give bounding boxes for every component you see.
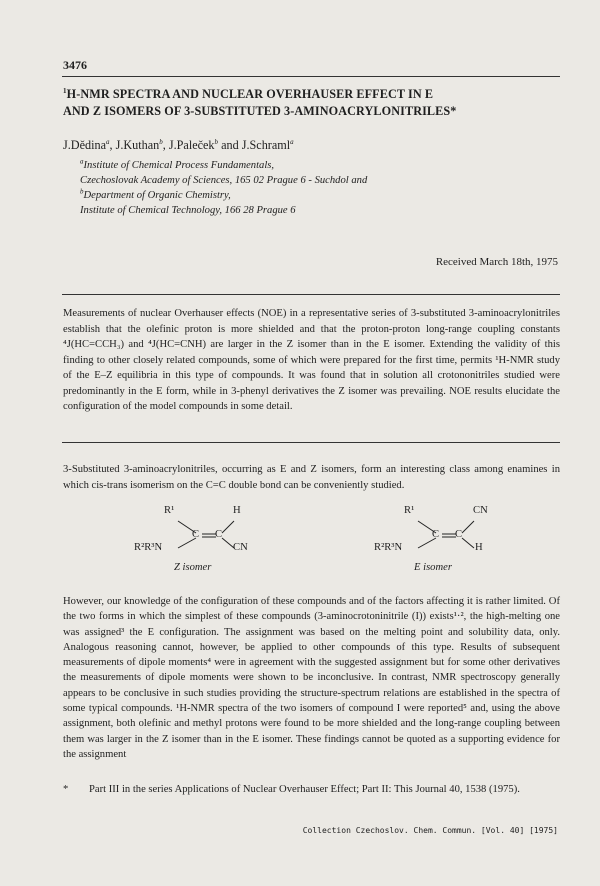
- z-isomer-caption: Z isomer: [174, 562, 212, 573]
- title-superscript: 1: [63, 86, 67, 95]
- footnote: [63, 782, 560, 797]
- z-c1-label: C: [192, 529, 200, 540]
- author-1: J.Dědina: [63, 138, 106, 152]
- page-number: 3476: [63, 58, 87, 72]
- article-title: [63, 86, 563, 120]
- z-isomer-structure: [130, 502, 280, 582]
- header-rule: [62, 76, 560, 77]
- e-cn-label: CN: [473, 505, 488, 516]
- e-amine-label: R²R³N: [374, 542, 403, 553]
- affiliation-line-2: Czechoslovak Academy of Sciences, 165 02 Prague 6 - Suchdol and: [80, 175, 368, 186]
- author-4: J.Schraml: [241, 138, 291, 152]
- abstract-bottom-rule: [62, 442, 560, 443]
- affiliation-line-1: Institute of Chemical Process Fundamentals,: [83, 160, 275, 171]
- author-3: J.Paleček: [168, 138, 215, 152]
- abstract: Measurements of nuclear Overhauser effects (NOE) in a representative series of 3-substituted 3-aminoacrylonitriles establish that the olefinic proton is more shielded and that the proton-proton long-range coupling constants ⁴J(HC=CCH₃) and ⁴J(HC=CNH) are larger in the Z isomer than in the E isomer. Extending the validity of this finding to other closely related compounds, some of which were prepared for the first time, permits ¹H-NMR study of the E–Z equilibria in this type of compounds. It was found that in solution all crotononitriles studied were predominantly in the E form, while in 3-phenyl derivatives the Z isomer was prevailing. NOE results elucidate the configuration of the model compounds in some detail.: [63, 308, 560, 412]
- e-c1-label: C: [432, 529, 440, 540]
- footnote-mark: *: [63, 784, 69, 795]
- z-c2-label: C: [215, 529, 223, 540]
- z-cn-label: CN: [233, 542, 248, 553]
- z-r1-label: R¹: [164, 505, 175, 516]
- e-h-label: H: [475, 542, 483, 553]
- title-line-1: H-NMR SPECTRA AND NUCLEAR OVERHAUSER EFFECT IN E: [66, 87, 434, 101]
- title-line-2: AND Z ISOMERS OF 3-SUBSTITUTED 3-AMINOACRYLONITRILES*: [63, 104, 457, 118]
- author-list: J.Dědina$^a$, J.Kuthan$^b$, J.Paleček$^b$ and J.Schraml$^a$: [63, 137, 294, 152]
- e-c2-label: C: [455, 529, 463, 540]
- journal-footer: Collection Czechoslov. Chem. Commun. [Vol. 40] [1975]: [302, 826, 558, 835]
- intro-paragraph: 3-Substituted 3-aminoacrylonitriles, occurring as E and Z isomers, form an interesting class among enamines in which cis-trans isomerism on the C=C double bond can be conveniently studied.: [63, 464, 560, 491]
- body-paragraph: However, our knowledge of the configuration of these compounds and of the factors affecting it is rather limited. Of the two forms in which the simplest of these compounds (3-aminocrotoninitrile (I)) exists¹·², the high-melting one was assigned³ the E configuration. The assignment was based on the melting point and solubility data, only. Analogous reasoning cannot, however, be applied to other compounds of this type. Results of subsequent measurements of dipole moments⁴ were in agreement with the suggested assignment but for some other derivatives the measurements of dipole moments were shown to be inconclusive. In contrast, NMR spectroscopy generally appears to be conclusive in such studies providing the structure-spectrum relations are established in the spectra of some typical compounds. ¹H-NMR spectra of the two isomers of compound I were reported⁵ and, using the above assignment, both olefinic and methyl protons were found to be more shielded and the long-range coupling between them was larger in the Z isomer than in the E isomer. These findings cannot be quoted as a supporting evidence for the assignment: [63, 596, 560, 760]
- received-date: Received March 18th, 1975: [435, 256, 558, 268]
- affiliations: $^a$Institute of Chemical Process Fundamentals, Czechoslovak Academy of Sciences, 165 02 Prague 6 - Suchdol and $^b$Department of Organic Chemistry, Institute of Chemical Technology, 166 28 Prague 6: [80, 157, 368, 216]
- author-2: J.Kuthan: [115, 138, 160, 152]
- footnote-text: Part III in the series Applications of Nuclear Overhauser Effect; Part II: This Journal 40, 1538 (1975).: [89, 784, 520, 795]
- z-amine-label: R²R³N: [134, 542, 163, 553]
- affiliation-line-3: Department of Organic Chemistry,: [83, 190, 231, 201]
- e-isomer-structure: [370, 502, 520, 582]
- e-r1-label: R¹: [404, 505, 415, 516]
- e-isomer-caption: E isomer: [414, 562, 452, 573]
- z-h-label: H: [233, 505, 241, 516]
- affiliation-line-4: Institute of Chemical Technology, 166 28 Prague 6: [80, 205, 296, 216]
- abstract-top-rule: [62, 294, 560, 295]
